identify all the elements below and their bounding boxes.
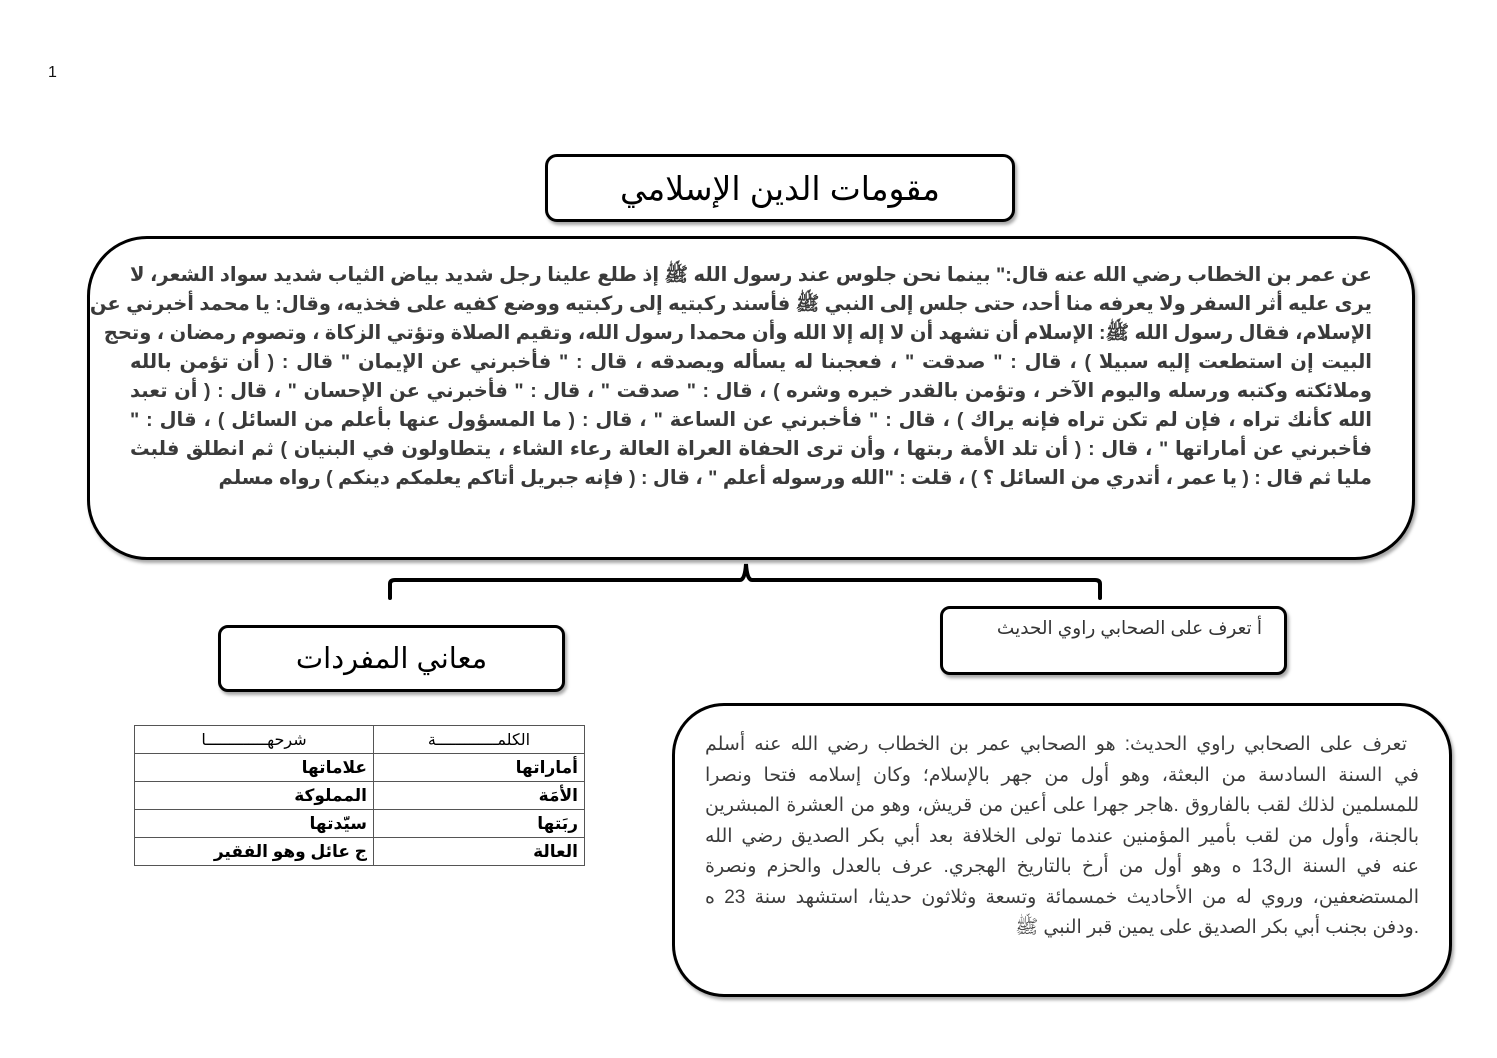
- header-meaning: شرحهـــــــــــــا: [135, 726, 374, 754]
- hadith-line: الإسلام، فقال رسول الله ﷺ: الإسلام أن تشهد أن لا إله إلا الله وأن محمدا رسول الله، وتقيم الصلاة وتؤتي الزكاة ، وتصوم رمضان ، وتحج: [103, 322, 1372, 344]
- hadith-box: [87, 236, 1415, 560]
- main-title: مقومات الدين الإسلامي: [620, 169, 940, 207]
- bio-line: في السنة السادسة من البعثة، وهو أول من جهر بالإسلام؛ وكان إسلامه فتحا ونصرا: [705, 764, 1419, 786]
- hadith-line: الله كأنك تراه ، فإن لم تكن تراه فإنه يراك ) ، قال : " فأخبرني عن الساعة " ، قال : ( ما المسؤول عنها بأعلم من السائل ) ، قال : ": [130, 409, 1372, 431]
- bio-line: المستضعفين، وروي له من الأحاديث خمسمائة وتسعة وثلاثون حديثا، استشهد سنة 23 ه: [705, 886, 1420, 908]
- word-cell: ربَتها: [374, 810, 585, 838]
- bio-line: للمسلمين لذلك لقب بالفاروق .هاجر جهرا على أعين من قريش، وهو من العشرة المبشرين: [705, 795, 1419, 816]
- hadith-line: يرى عليه أثر السفر ولا يعرفه منا أحد، حتى جلس إلى النبي ﷺ فأسند ركبتيه إلى ركبتيه ووضع كفيه على فخذيه، وقال: يا محمد أخبرني عن: [89, 293, 1372, 315]
- bio-line: بالجنة، وأول من لقب بأمير المؤمنين عندما تولى الخلافة بعد أبي بكر الصديق رضي الله: [705, 825, 1419, 847]
- word-cell: أماراتها: [374, 754, 585, 782]
- table-row: [135, 754, 585, 782]
- meaning-cell: سيّدتها: [135, 810, 374, 838]
- narrator-title: أ تعرف على الصحابي راوي الحديث: [996, 617, 1262, 638]
- vocabulary-title: معاني المفردات: [295, 643, 488, 675]
- bio-line: تعرف على الصحابي راوي الحديث: هو الصحابي عمر بن الخطاب رضي الله عنه أسلم: [705, 734, 1407, 755]
- narrator-title-box: [940, 606, 1287, 675]
- table-row: [135, 838, 585, 866]
- hadith-line: فأخبرني عن أماراتها " ، قال : ( أن تلد الأمة ربتها ، وأن ترى الحفاة العراة العالة رعاء الشاء ، يتطاولون في البنيان ) ثم انطلق فلبث: [130, 438, 1372, 460]
- table-row: [135, 810, 585, 838]
- connector-brace: [385, 560, 1105, 602]
- bio-line: عنه في السنة ال13 ه وهو أول من أرخ بالتاريخ الهجري. عرف بالعدل والحزم ونصرة: [705, 856, 1419, 877]
- meaning-cell: المملوكة: [135, 782, 374, 810]
- hadith-text: [89, 261, 1372, 493]
- hadith-line: البيت إن استطعت إليه سبيلا ) ، قال : " صدقت " ، فعجبنا له يسأله ويصدقه ، قال : " فأخبرني عن الإيمان " قال : ( أن تؤمن بالله: [130, 351, 1372, 373]
- word-cell: الأمَة: [374, 782, 585, 810]
- meaning-cell: علاماتها: [135, 754, 374, 782]
- page-number: 1: [48, 64, 57, 81]
- meaning-cell: ج عائل وهو الفقير: [135, 838, 374, 866]
- hadith-line: عن عمر بن الخطاب رضي الله عنه قال:" بينما نحن جلوس عند رسول الله ﷺ إذ طلع علينا رجل شديد بياض الثياب شديد سواد الشعر، لا: [130, 264, 1372, 286]
- header-word: الكلمـــــــــــــة: [374, 726, 585, 754]
- hadith-line: وملائكته وكتبه ورسله واليوم الآخر ، وتؤمن بالقدر خيره وشره ) ، قال : " صدقت " ، قال : " فأخبرني عن الإحسان " ، قال : ( أن تعبد: [130, 380, 1372, 402]
- vocabulary-table: [134, 725, 585, 866]
- word-cell: العالة: [374, 838, 585, 866]
- narrator-bio-box: [672, 703, 1452, 997]
- main-title-box: [545, 154, 1015, 222]
- table-header-row: [135, 726, 585, 754]
- table-row: [135, 782, 585, 810]
- hadith-line: مليا ثم قال : ( يا عمر ، أتدري من السائل ؟ ) ، قلت : "الله ورسوله أعلم " ، قال : ( فإنه جبريل أتاكم يعلمكم دينكم ) رواه مسلم: [218, 467, 1372, 489]
- bio-line: .ودفن بجنب أبي بكر الصديق على يمين قبر النبي ﷺ: [1015, 917, 1419, 938]
- narrator-bio-text: [705, 730, 1419, 944]
- vocabulary-title-box: [218, 625, 565, 692]
